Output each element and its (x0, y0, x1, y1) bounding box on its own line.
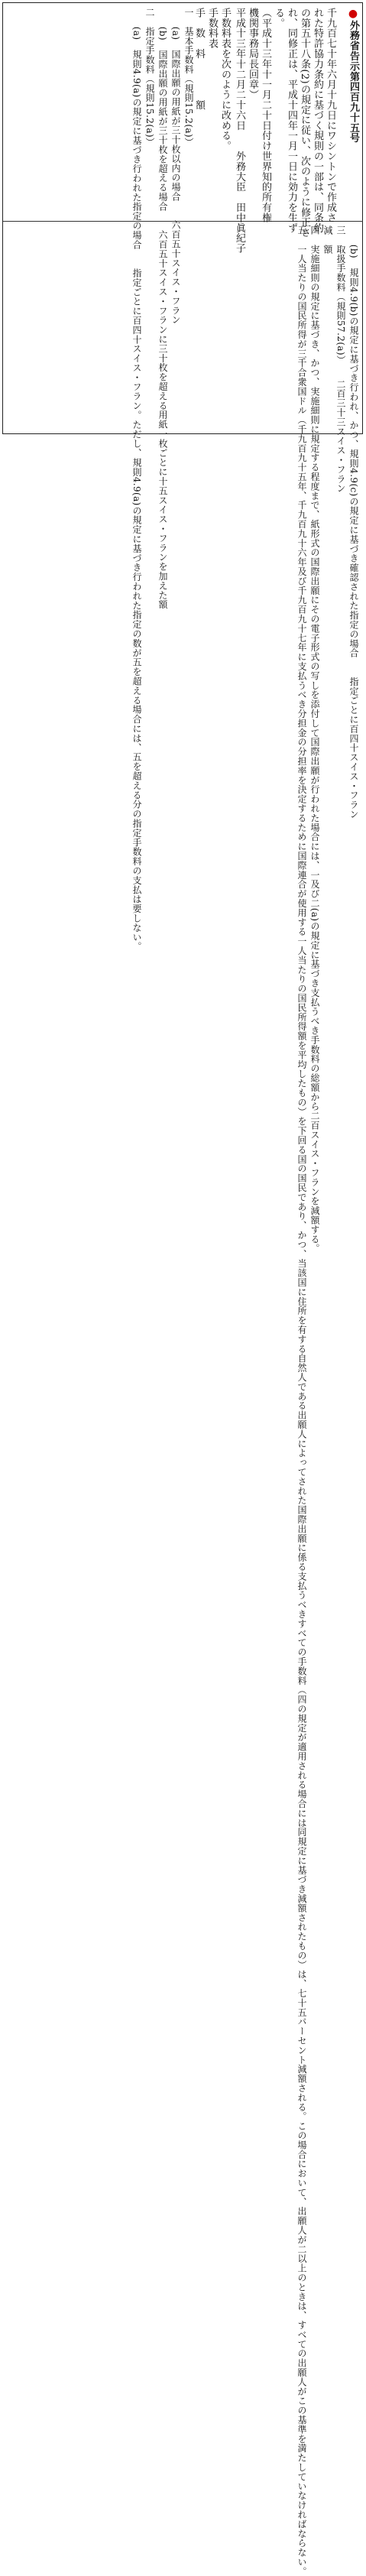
upper-fee-items (7, 8, 195, 952)
notice-line-6: （平成十三年十一月二十日付け世界知的所有権 (260, 8, 271, 223)
change-line: 手数料表を次のように改める。 (219, 8, 231, 151)
notice-line-2: れた特許協力条約に基づく規則の一部は、同条約 (312, 8, 323, 233)
notice-line-1: 千九百七十年六月十九日にワシントンで作成さ (325, 8, 336, 223)
notice-line-5: る。 (273, 8, 284, 28)
notice-line-7: 機関事務局長回章） (247, 8, 258, 100)
notice-header: 外務省告示第四百九十五号 (348, 20, 359, 144)
reduction-heading: 減 額 (322, 225, 333, 255)
fee-item-5: 五 一人当たりの国民所得が三千合衆国ドル（千九百九十五年、千九百九十六年及び千九百九十七年に支払うべき分担金の分担率を決定するために国際連合が使用する一人当たりの国民所得額を平均したもの）を下回る国の国民であり、かつ、当該国に住所を有する自然人である出願人によってされた国際出願に係る支払うべきすべての手数料（四の規定が適用される場合には同規定に基づき減額されたもの）は、七十五パーセント減額される。この場合において、出願人が二以上のときは、すべての出願人がこの基準を満たしていなければならない。 (296, 225, 307, 2576)
notice-header-column (337, 8, 360, 216)
table-intro (195, 8, 232, 216)
fee-item-1: 一 基本手数料（規則15.2(a)） (183, 8, 194, 148)
fee-item-1b: (b) 国際出願の用紙が三十枚を超える場合 六百五十スイス・フランに三十枚を超える用紙一枚ごとに十五スイス・フランを加えた額 (157, 8, 168, 610)
notice-line-3: の第五十八条(2)の規定に従い、次のように修正さ (299, 8, 310, 238)
red-dot-icon: ● (347, 8, 359, 21)
fee-item-2a: (a) 規則4.9(a)の規定に基づき行われた指定の場合 指定ごとに百四十スイス・フラン。ただし、規則4.9(a)の規定に基づき行われた指定の数が五を超える場合には、五を超える分の指定手数料の支払は要しない。 (131, 8, 142, 952)
notice-line-4: れ、同修正は、平成十四年一月一日に効力を生ず (286, 8, 297, 233)
fee-item-2b: (b) 規則4.9(b)の規定に基づき行われ、かつ、規則4.9(c)の規定に基づき確認された指定の場合 指定ごとに百四十スイス・フラン (348, 225, 359, 819)
fee-item-4: 四 実施細則の規定に基づき、かつ、実施細則に規定する程度まで、紙形式の国際出願にその電子形式の写しを添付して国際出願が行われた場合には、一及び二(a)の規定に基づき支払うべき手数料の総額から二百スイス・フランを減額する。 (309, 225, 320, 1254)
fee-item-3: 三 取扱手数料（規則57.2(a)） 二百三十三スイス・フラン (335, 225, 346, 494)
notice-line-8: 平成十三年十二月二十六日 外務大臣 田中眞紀子 (234, 8, 245, 254)
table-title: 手数料表 (206, 8, 218, 49)
fee-item-1a: (a) 国際出願の用紙が三十枚以内の場合 六百五十スイス・フラン (170, 8, 181, 325)
fee-item-2: 二 指定手数料（規則15.2(a)） (144, 8, 155, 148)
table-head: 手 数 料 額 (193, 8, 205, 110)
